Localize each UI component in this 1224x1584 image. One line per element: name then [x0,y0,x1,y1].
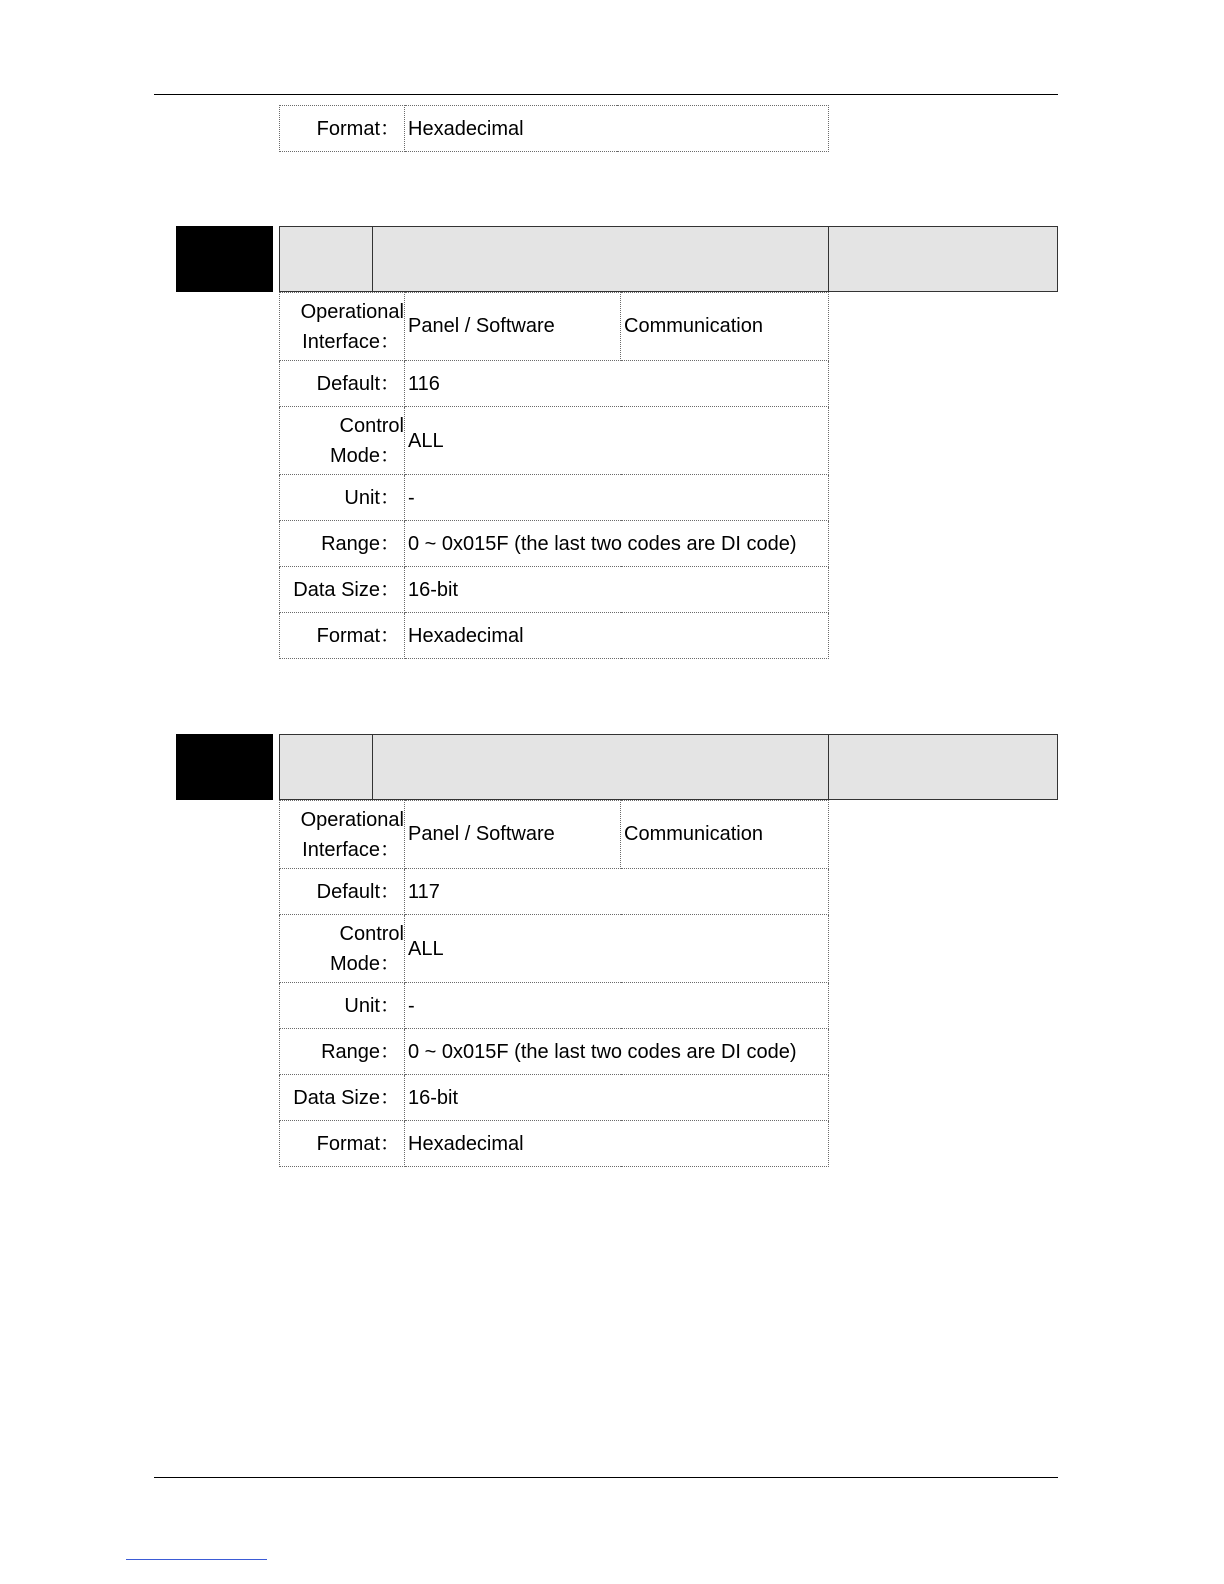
default-label: Default： [280,361,405,407]
data-size-label: Data Size： [280,1075,405,1121]
range-value: 0 ~ 0x015F (the last two codes are DI code) [405,1029,829,1075]
param-name-cell [372,226,829,292]
param-code-block [176,226,273,292]
format-label: Format： [280,1121,405,1167]
control-mode-value: ALL [405,915,829,983]
param-attr-table [279,800,829,1167]
operational-panel-software: Panel / Software [405,801,621,869]
range-label: Range： [280,521,405,567]
format-value: Hexadecimal [405,106,829,152]
operational-label-line1: Operational [300,808,404,831]
control-mode-label-line1: Control [339,922,404,945]
control-mode-label [280,407,405,475]
param-attr-table [279,292,829,659]
format-value: Hexadecimal [405,613,829,659]
data-size-value: 16-bit [405,1075,829,1121]
data-size-value: 16-bit [405,567,829,613]
footer-rule [154,1477,1058,1478]
header-rule [154,94,1058,95]
control-mode-label [280,915,405,983]
control-mode-value: ALL [405,407,829,475]
footer-link-underline[interactable] [126,1559,267,1560]
operational-communication: Communication [621,293,829,361]
unit-value: - [405,983,829,1029]
default-value: 117 [405,869,829,915]
param-effective-cell [828,226,1058,292]
param-effective-cell [828,734,1058,800]
operational-label-line2: Interface： [302,330,400,353]
format-value: Hexadecimal [405,1121,829,1167]
control-mode-label-line2: Mode： [329,444,400,467]
range-label: Range： [280,1029,405,1075]
operational-label-line2: Interface： [302,838,400,861]
operational-panel-software: Panel / Software [405,293,621,361]
unit-value: - [405,475,829,521]
param-address-cell [279,734,373,800]
format-label: Format： [280,613,405,659]
control-mode-label-line1: Control [339,414,404,437]
format-label: Format： [280,106,405,152]
control-mode-label-line2: Mode： [329,952,400,975]
data-size-label: Data Size： [280,567,405,613]
operational-communication: Communication [621,801,829,869]
unit-label: Unit： [280,475,405,521]
param-code-block [176,734,273,800]
operational-interface-label [280,801,405,869]
operational-label-line1: Operational [300,300,404,323]
unit-label: Unit： [280,983,405,1029]
default-value: 116 [405,361,829,407]
param-address-cell [279,226,373,292]
param-name-cell [372,734,829,800]
default-label: Default： [280,869,405,915]
param-header [176,226,1058,292]
param-header [176,734,1058,800]
prev-param-attr-table [279,105,829,152]
range-value: 0 ~ 0x015F (the last two codes are DI code) [405,521,829,567]
operational-interface-label [280,293,405,361]
